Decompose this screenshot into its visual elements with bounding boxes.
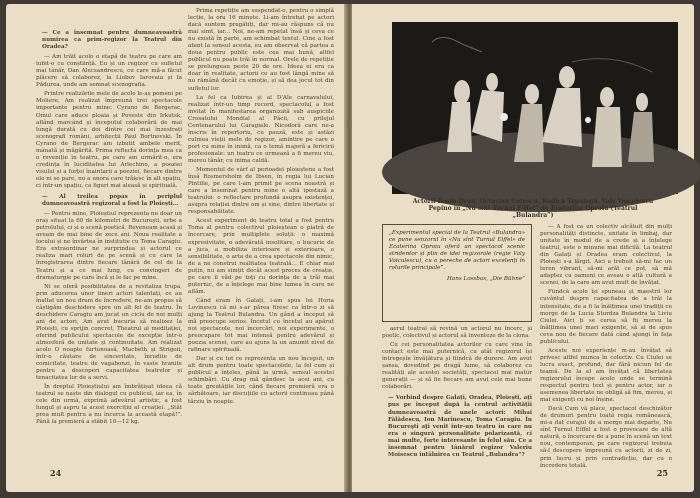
text-paragraph: Dar și cu tot ce reprezenta un nou început, un alt drum pentru toate spectacolele, la fel cum și publicul a înțeles, până la urmă, sensul acestei schimbări. Cu drag mă gândesc la acei ani, cu toate greutățile lor, când fiecare premieră era o sărbătoare, iar discuțiile cu actorii continuau până târziu în noapte. [188, 356, 334, 405]
left-column-2 [188, 8, 334, 438]
left-column-1 [36, 26, 182, 456]
right-column-2 [540, 224, 672, 469]
text-paragraph: Prima repetiție am suspendat-o, pentru o simplă lecție, la ora 16 minute. Li-am întrebat pe actori dacă suntem pregătiți, dar mi-au răspuns că nu mai simt, iar... Noi, ne-am repetat însă și ceva ce nu există în parte, am schimbat textul. Cine a fost atent la sensul acesta, eu am observat că partea a doua pentru public este cea mai bună, altfel publicul nu poate trăi în normal. Orele de repetiție se prelungeau peste 20 de ore. Ideea ei era ca doar în realitate, actorii ce au fost lângă mine să nu rămână decât cu emoție, și să dea jocul tot din sufletul lor. [188, 8, 334, 92]
photo-caption: Actorii Dorin Dron, Octavian Cotescu, Rodica Tapalagă, Valy Voiculescu Pepino în „Nu sînt Turnul Eiffel” de Ecaterina Oproiu (Teatrul „Bulandra”) [412, 198, 654, 220]
text-paragraph: — Pentru mine, Ploieștiul reprezenta nu doar un oraș situat la 60 de kilometri de București, urbe a petrolului, ci și o scenă poetică. Reveneam acasă și aveam de mai bine de zece ani. Noua realitate a locului și ne învârtea în institutie cu Toma Caragiu. Era extraordinar ne surprindea și actorul ce realiza mari roluri de pe scenă și cu care la înregistrarea dintre fiecare tânără de cel de la Teatru și a ce mai lung, cu convingeri de dramaturgie pe care încă și le fac pe mine. [36, 211, 182, 281]
text-paragraph: Dacă Cum vă place, spectacol deschizător de drumuri pentru toată regia românească, mi-a dat curajul de a merge mai departe, Nu sînt Turnul Eiffel a fost o provocare de altă natură, o încercare de a pune în scenă un text nou, contemporan, pe care regizorul trebuia să-l descopere împreună cu actorii, zi de zi, prin lucru și prin contradicție, dar cu o încredere totală. [540, 406, 672, 469]
text-paragraph: aerul teatral să revină un actorul nu încerc, și poetic, colectivul și actorul să inventeze de la clona. [382, 326, 532, 340]
text-paragraph: — Am trăit acolo o etapă de teatru pe care am iubit-o cu conștiință. Eu și un regizor cu sufletul mai tânăr, Dan Alecsandrescu, cu care mă-a făcut plăcere să colaborez, la Liubov Iarovaia și la Pădurea, unde am semnat scenografia. [36, 54, 182, 89]
interview-question: — Vorbind despre Galați, Oradea, Ploiești, ați pus pe început după la centrul activității dumneavoastră de unele actori: Mihai Fălădescu, Ion Marinescu, Toma Caragiu. În Bucureşti aţi venit într-un teatru în care nu era o singură personalitate polarizantă, ci mai multe, forte interesante în felul său. Ce a însemnat pentru tânărul regizor Valeriu Moisescu întâlnirea cu Teatrul „Bulandra”? [388, 395, 532, 458]
text-paragraph: Cu cei personalitatea actorilor cu care vine în contact este mai puternică, cu atât regizorul își întregește învățătura și fiindcă de durere. Am avut șansa, dovedind pe dragă lume, să colaborez cu realități ale acestei societăți, spectacol mai matur generații — și să fie fiecare am avut cele mai bune colaborări. [382, 342, 532, 391]
text-paragraph: Când eram în Galați, i-am spus lui Horia Lovinescu că mi s-ar părea firesc ca într-o zi să ajung la Teatrul Bulandra. Un gând a început să mă preocupe serios. Încetul cu încetul au apărut noi spectacole, noi încercări, noi experimente, o preocupare tot mai intensă pentru adevărul și poezia scenei, care au ajuns la un anumit nivel de rafinare spirituală. [188, 297, 334, 354]
interview-question: — Ce a însemnat pentru dumneavoastră numirea ca prim-regizor la Teatrul din Oradea? [42, 30, 182, 51]
press-quote-text: „Experimentul special de la Teatrul «Bulandra» ce pune senzorul în «Nu sînt Turnul Eiffel» de Ecaterina Oproiu oferă un spectacol scenic stridentor și plin de idei regizorale (regie Valy Voiculescu), cu o pereche de actori excelenți în rolurile principale”. [389, 230, 525, 271]
text-paragraph: Printre realizările mele de acolo le-aș pomeni pe Moliere, Am realizat împreună trei spectacole importante pentru mine: Cyrano de Bergerac, Omul care aduce ploaia și Poveste din Irkutsk, aflând marcând și începutul colaborării de mai lungă durată cu doi dintre cei mai înzestrați scenografi români, arhitecții Paul Bortnovski. În Cyrano de Bergerac am izbutit ambele merit, mânată și măgărită. Prima reflecta dorința mea ca o reveniție în teatru, pe care am urmărit-o, era credința în luciditatea lui Arlechino, a poeziei visului și a forței înaintarii a poeziei, fiecare dintre ele ni se pare, nu a unora care trăiesc în alt spațiu, ci într-un spațiu, ca figuri mai aleasă și spirituală. [36, 91, 182, 189]
page-number-right: 25 [656, 468, 668, 478]
text-paragraph: Acest experiment de teatru total a fost pentru Toma al pentru colectivul ploieștean o piatră de încercare, prin multiplele soluții: o maximă expresivitate, o adevărată insolitare, o bucurie de a juca, a mobiliza interioare și exterioare, o sensibilitate, o arta de a crea spectacole din nimic, de a ne construi realitatea teatrală... E chiar mai puțin, nu am simțit decât acest proces de creație, pe care îl văd pe toți cu dorința de a trăi mai puternic, de a înțelege mai bine lumea în care ne aflăm. [188, 218, 334, 295]
interview-question: — Al treilea popas în periplul dumneavoastră regizoral a fost la Ploiești... [42, 194, 182, 208]
right-page [352, 4, 694, 492]
left-page [6, 4, 346, 492]
stage-photo [392, 22, 678, 194]
text-paragraph: Ni se oferă posibilitatea de a revitaliza trupa, prin aducerea unor tineri actori talentați, ce au înaltat un nou drum de încredere, ne-am propus să câștigăm deschidere spre un alt fel de teatru. În deschidere Caragiu am jucat un ciclu de noi mulți ani de actori, Am avut bucuria să realizez la Ploiești, cu sprijin concret, Theatrul al meditației, oferind publicului spectacole de excepție într-o atmosferă de unitate și continuitate. Am realizat acolo O noapte furtunoasă, Macbeth și Strigoii, într-o căutare de sinceritate, înrudite de comicitate, teatre de vagabonzi, în vaste hranite pentru a descoperi capacitatea teatrelor și tenacitatea lor de a servi. [36, 283, 182, 382]
right-column-1 [382, 326, 532, 456]
press-quote-box [382, 224, 532, 322]
text-paragraph: Aceste noi experiențe m-au învățat să privesc altfel munca în colectiv. Cu Ciulei se lucra exact, profund, dar fără niciun fel de teamă. De la el am învățat că libertatea regizorului începe acolo unde se termină respectul pentru text și pentru actor, iar o asemenea libertate ne obligă să fim, mereu, și mai exigenți cu noi înșine. [540, 347, 672, 404]
text-paragraph: Momentul de vârf al perioadei ploieștene a fost însă Rosmersholm de Ibsen, în regia lui Lucian Pintilie, pe care l-am primit pe scena noastră și care a însemnat pentru mine o altă ipostază a teatrului: o reflectare profundă asupra existenței, asupra relației dintre om și sine, dintre libertate și responsabilitate. [188, 167, 334, 216]
page-number-left: 24 [50, 468, 62, 478]
text-paragraph: În dreptul Ploieștiului am îmbrățișat ideea că teatrul se naște din dialogul cu publicul, iar ea, în cele din urmă, exprimă adevărul artistic, a fost lungul și aspru la acest exercițiu al creației. „Stăt prea mult pentru a nu încerca la această etapă!”. Până la premieră a stăbit 10—12 kg. [36, 384, 182, 426]
text-paragraph: La fel ca Iubirea și al D'Ale carnavalului, realizat într-un timp record, spectacolul a fost invitat în manifestarea organizată sub auspiciile Crosatului Mondial al Păcii, cu prilejul Centenarului lui Caragiale. Nicodoră care ne-a înscris în repertoriu, cu pauză, este și astăzi culmea vieții mele de regizor, amintire pe care o port cu mine în inimă, ca o temă majoră a fericirii profesionale: un teatru ce urmează a fi mereu viu, mereu tânăr, cu inima caldă. [188, 94, 334, 164]
text-paragraph: — A fost ca un colectiv alcătuit din mulți personalități distincte, unitate în limbaj, dar unitate în modul de a crede și a înțelege teatrul, este o minune mai dificilă. La teatrul din Galați și Oradea eram colectivul, la Ploiești s-a lărgit. Aici a trebuit să-mi fac un teren vibrant, să-mi arăt ce pot, să mă adaptez cu oameni ce aveau o altă cultură a scenei, de la care am avut mult de învățat. [540, 224, 672, 287]
book-spread [6, 4, 694, 494]
press-quote-source: Hans Lossbas, „Die Bühne” [447, 276, 525, 282]
text-paragraph: Fiindcă acolo își spuneau și maestrii lor cuvântul despre capacitatea de a trăi la intensitate, de a fi la înălțimea unei tradiții ce merge de la Lucia Sturdza Bulandra la Liviu Ciulei. Aici ți se cerea să fii mereu la înălțimea unei mari exigențe, să ai de spus ceva nou de fiecare dată când ajungi în fața publicului. [540, 289, 672, 345]
